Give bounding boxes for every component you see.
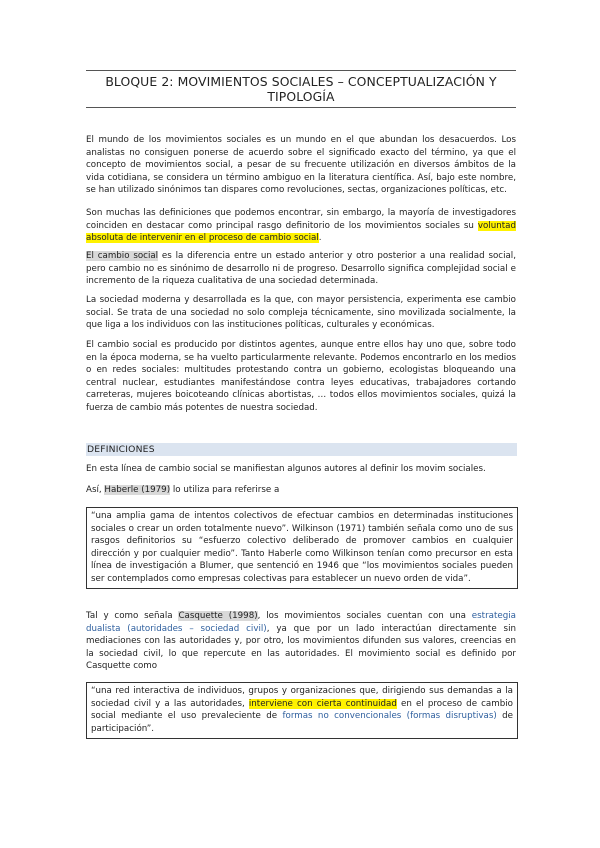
paragraph-definitions: [86, 207, 516, 245]
paragraph-haberle: [86, 484, 516, 497]
box2-text-pre: “una red interactiva de individuos, grupos y organizaciones que, dirigiendo sus demandas a la sociedad civil y a las autoridades,: [91, 686, 513, 709]
box2-text-mid: en el proceso de cambio social mediante el uso prevaleciente de: [91, 698, 513, 721]
citation-casquette: Casquette (1998): [178, 611, 258, 621]
casquette-text-post: , ya que por un lado interactúan directamente sin mediaciones con las autoridades y, por otro, los movimientos difunden sus valores, creencias en la sociedad civil, lo que repercute en las autoridades. El movimiento social es definido por Casquette como: [86, 623, 516, 671]
highlight-voluntad: voluntad absoluta de intervenir en el proceso de cambio social: [86, 220, 516, 243]
asi-text: Así,: [86, 485, 105, 495]
casquette-text-pre: Tal y como señala: [86, 611, 179, 621]
quote-box-casquette: [86, 682, 518, 739]
term-estrategia-dualista: estrategia dualista (autoridades – sociedad civil): [86, 611, 516, 634]
term-cambio-social: El cambio social: [86, 251, 159, 261]
highlight-continuidad: interviene con cierta continuidad: [248, 698, 397, 709]
paragraph-cambio-social: [86, 250, 516, 288]
paragraph-definitions-text: Son muchas las definiciones que podemos encontrar, sin embargo, la mayoría de investigadores coinciden en destacar como principal rasgo definitorio de los movimientos sociales su: [86, 208, 516, 231]
paragraph-casquette: [86, 610, 516, 673]
paragraph-cambio-social-text: es la diferencia entre un estado anterior y otro posterior a una realidad social, pero cambio no es sinónimo de desarrollo ni de progreso. Desarrollo significa complejidad social e incremento de la riqueza cualitativa de una sociedad determinada.: [86, 251, 516, 286]
title-line-1: BLOQUE 2: MOVIMIENTOS SOCIALES – CONCEPTUALIZACIÓN Y: [105, 74, 497, 89]
paragraph-intro: El mundo de los movimientos sociales es un mundo en el que abundan los desacuerdos. Los analistas no consiguen ponerse de acuerdo sobre el significado exacto del término, ya que el concepto de movimientos social, a pesar de su frecuente utilización en diversos ámbitos de la vida cotidiana, se considera un término ambiguo en la literatura científica. Así, bajo este nombre, se han utilizado sinónimos tan dispares como revoluciones, sectas, organizaciones políticas, etc.: [86, 135, 516, 195]
quote-box-haberle: “una amplia gama de intentos colectivos de efectuar cambios en determinadas instituciones sociales o crear un orden totalmente nuevo”. Wilkinson (1971) también señala como uno de sus rasgos definitorios su “esfuerzo colectivo deliberado de promover cambios en cualquier dirección y por cualquier medio”. Tanto Haberle como Wilkinson tenían como precursor en esta línea de investigación a Blumer, que sentenció en 1946 que “los movimientos sociales pueden ser contemplados como empresas colectivas para establecer un nuevo orden de vida”.: [86, 507, 518, 589]
casquette-text-mid: , los movimientos sociales cuentan con una: [257, 611, 472, 621]
term-formas-no-convencionales: formas no convencionales (formas disruptivas): [282, 711, 497, 721]
section-heading-definiciones: DEFINICIONES: [86, 443, 517, 456]
paragraph-agentes: El cambio social es producido por distintos agentes, aunque entre ellos hay uno que, sobre todo en la época moderna, se ha vuelto particularmente relevante. Podemos encontrarlo en los medios o en redes sociales: multitudes protestando contra un gobierno, ecologistas bloqueando una central nuclear, estudiantes manifestándose contra leyes educativas, trabajadores cortando carreteras, mujeres boicoteando clínicas abortistas, … todos ellos movimientos sociales, quizá la fuerza de cambio más potentes de nuestra sociedad.: [86, 340, 516, 413]
paragraph-linea: En esta línea de cambio social se manifiestan algunos autores al definir los movim sociales.: [86, 464, 486, 474]
page-title: [86, 74, 516, 104]
paragraph-sociedad-moderna: La sociedad moderna y desarrollada es la que, con mayor persistencia, experimenta ese cambio social. Se trata de una sociedad no solo compleja técnicamente, sino movilizada socialmente, la que liga a los individuos con las instituciones políticas, culturales y económicas.: [86, 295, 516, 330]
box2-text-post: de participación”.: [91, 711, 513, 734]
title-bottom-rule: [86, 107, 516, 108]
title-line-2: TIPOLOGÍA: [267, 89, 335, 104]
title-top-rule: [86, 70, 516, 71]
paragraph-definitions-end: .: [318, 233, 322, 243]
haberle-text: lo utiliza para referirse a: [170, 485, 280, 495]
citation-haberle: Haberle (1979): [104, 485, 171, 495]
